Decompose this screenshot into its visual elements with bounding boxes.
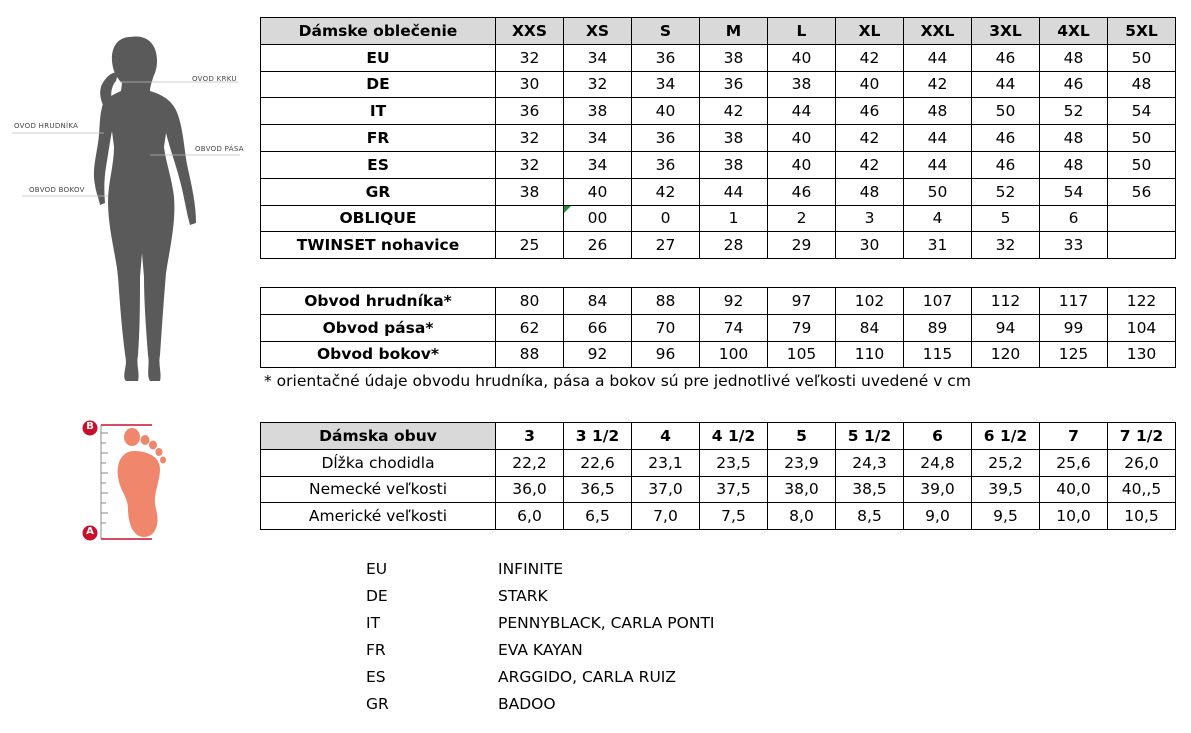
foot-marker-b-label: B <box>86 421 94 432</box>
table-cell: 30 <box>836 232 904 259</box>
table-cell: 46 <box>836 98 904 125</box>
table-row <box>261 503 1176 530</box>
legend-code: FR <box>366 641 386 659</box>
table-cell: 36 <box>632 125 700 152</box>
table-cell: 44 <box>904 151 972 178</box>
table-cell: 32 <box>496 125 564 152</box>
table-cell: 2 <box>768 205 836 232</box>
table-cell: 48 <box>1040 151 1108 178</box>
table-cell: 29 <box>768 232 836 259</box>
table-cell: 46 <box>972 44 1040 71</box>
foot-marker-a-label: A <box>86 526 94 537</box>
table-cell: 10,0 <box>1040 503 1108 530</box>
table-cell <box>1108 205 1176 232</box>
table-cell: 40 <box>768 44 836 71</box>
table-cell: 38 <box>700 44 768 71</box>
row-label: Americké veľkosti <box>261 503 496 530</box>
table-cell <box>1108 232 1176 259</box>
table-cell: 40,,5 <box>1108 476 1176 503</box>
foot-measurement-figure <box>78 417 178 542</box>
row-label: ES <box>261 151 496 178</box>
table-cell: 24,8 <box>904 449 972 476</box>
table-cell: 40 <box>632 98 700 125</box>
table-cell: 23,1 <box>632 449 700 476</box>
table-cell: 50 <box>1108 125 1176 152</box>
table-cell: 125 <box>1040 341 1108 368</box>
table-row <box>261 178 1176 205</box>
legend-code: ES <box>366 668 386 686</box>
table-cell: 79 <box>768 314 836 341</box>
table-cell: 107 <box>904 288 972 315</box>
table-cell: 44 <box>972 71 1040 98</box>
table-cell: 32 <box>496 44 564 71</box>
row-label: GR <box>261 178 496 205</box>
row-label: Nemecké veľkosti <box>261 476 496 503</box>
table-cell: 117 <box>1040 288 1108 315</box>
table-cell: 38,5 <box>836 476 904 503</box>
table-cell: 115 <box>904 341 972 368</box>
table-row <box>261 71 1176 98</box>
table-cell: 23,9 <box>768 449 836 476</box>
table-row <box>261 449 1176 476</box>
table-cell: 46 <box>972 151 1040 178</box>
header-cell: 4XL <box>1040 18 1108 45</box>
header-cell: 3XL <box>972 18 1040 45</box>
chest-circumference-label: OVOD HRUDNÍKA <box>14 122 79 130</box>
table-cell: 97 <box>768 288 836 315</box>
table-cell: 22,2 <box>496 449 564 476</box>
body-measurement-table <box>260 287 1176 368</box>
table-row <box>261 341 1176 368</box>
table-cell: 84 <box>564 288 632 315</box>
brand-legend <box>366 560 866 722</box>
table-cell: 56 <box>1108 178 1176 205</box>
row-label: DE <box>261 71 496 98</box>
row-label: Obvod hrudníka* <box>261 288 496 315</box>
table-cell: 36 <box>632 151 700 178</box>
legend-brand: INFINITE <box>498 560 564 578</box>
header-cell: Dámska obuv <box>261 423 496 450</box>
waist-circumference-label: OBVOD PÁSA <box>195 145 244 153</box>
table-row <box>261 232 1176 259</box>
table-cell: 44 <box>768 98 836 125</box>
table-cell: 44 <box>904 44 972 71</box>
header-cell: 6 1/2 <box>972 423 1040 450</box>
header-cell: XS <box>564 18 632 45</box>
legend-row <box>366 614 866 641</box>
table-cell <box>564 205 632 232</box>
table-row <box>261 314 1176 341</box>
table-cell: 25,2 <box>972 449 1040 476</box>
table-cell <box>496 205 564 232</box>
table-cell: 22,6 <box>564 449 632 476</box>
table-cell: 66 <box>564 314 632 341</box>
table-cell: 36 <box>496 98 564 125</box>
measurement-footnote: * orientačné údaje obvodu hrudníka, pása a bokov sú pre jednotlivé veľkosti uvedené v cm <box>264 372 971 390</box>
table-cell: 36 <box>700 71 768 98</box>
table-cell: 10,5 <box>1108 503 1176 530</box>
table-cell: 34 <box>564 44 632 71</box>
table-row <box>261 125 1176 152</box>
table-cell: 38 <box>768 71 836 98</box>
table-cell: 120 <box>972 341 1040 368</box>
table-cell: 36 <box>632 44 700 71</box>
table-cell: 92 <box>700 288 768 315</box>
table-cell: 25 <box>496 232 564 259</box>
foot-icon <box>78 417 178 542</box>
table-cell: 48 <box>1040 44 1108 71</box>
table-cell: 31 <box>904 232 972 259</box>
table-cell: 48 <box>836 178 904 205</box>
legend-code: IT <box>366 614 381 632</box>
table-cell: 42 <box>632 178 700 205</box>
legend-brand: BADOO <box>498 695 556 713</box>
table-cell: 50 <box>904 178 972 205</box>
table-cell: 38 <box>700 151 768 178</box>
table-cell: 40 <box>836 71 904 98</box>
legend-row <box>366 560 866 587</box>
row-label: TWINSET nohavice <box>261 232 496 259</box>
table-cell: 54 <box>1108 98 1176 125</box>
table-cell: 39,0 <box>904 476 972 503</box>
table-cell: 28 <box>700 232 768 259</box>
hips-circumference-label: OBVOD BOKOV <box>29 186 85 194</box>
header-cell: 4 1/2 <box>700 423 768 450</box>
table-cell: 42 <box>904 71 972 98</box>
table-cell: 44 <box>904 125 972 152</box>
row-label: Obvod bokov* <box>261 341 496 368</box>
table-row <box>261 151 1176 178</box>
table-cell: 8,5 <box>836 503 904 530</box>
table-row <box>261 98 1176 125</box>
table-cell: 38 <box>496 178 564 205</box>
table-cell: 40 <box>564 178 632 205</box>
table-cell: 122 <box>1108 288 1176 315</box>
table-cell: 34 <box>564 125 632 152</box>
header-cell: XXL <box>904 18 972 45</box>
table-cell: 48 <box>1108 71 1176 98</box>
table-cell: 6,5 <box>564 503 632 530</box>
legend-code: EU <box>366 560 388 578</box>
table-cell: 46 <box>972 125 1040 152</box>
table-cell: 34 <box>632 71 700 98</box>
table-cell: 110 <box>836 341 904 368</box>
table-cell: 40 <box>768 125 836 152</box>
table-cell: 52 <box>972 178 1040 205</box>
header-cell: 4 <box>632 423 700 450</box>
table-cell: 92 <box>564 341 632 368</box>
table-cell: 38 <box>564 98 632 125</box>
legend-brand: STARK <box>498 587 548 605</box>
table-cell: 37,0 <box>632 476 700 503</box>
table-header-row <box>261 18 1176 45</box>
table-cell: 42 <box>700 98 768 125</box>
table-cell: 36,5 <box>564 476 632 503</box>
table-cell: 32 <box>564 71 632 98</box>
table-cell: 104 <box>1108 314 1176 341</box>
table-cell: 48 <box>904 98 972 125</box>
table-row <box>261 44 1176 71</box>
row-label: Dĺžka chodidla <box>261 449 496 476</box>
table-header-row <box>261 423 1176 450</box>
header-cell: M <box>700 18 768 45</box>
table-cell: 33 <box>1040 232 1108 259</box>
legend-row <box>366 641 866 668</box>
table-cell-text: 00 <box>587 209 608 228</box>
table-cell: 9,5 <box>972 503 1040 530</box>
row-label: OBLIQUE <box>261 205 496 232</box>
table-cell: 26,0 <box>1108 449 1176 476</box>
legend-row <box>366 587 866 614</box>
table-cell: 102 <box>836 288 904 315</box>
table-cell: 24,3 <box>836 449 904 476</box>
table-cell: 25,6 <box>1040 449 1108 476</box>
table-cell: 40 <box>768 151 836 178</box>
table-cell: 34 <box>564 151 632 178</box>
legend-row <box>366 668 866 695</box>
table-cell: 37,5 <box>700 476 768 503</box>
header-cell: 7 <box>1040 423 1108 450</box>
header-cell: 5XL <box>1108 18 1176 45</box>
row-label: Obvod pása* <box>261 314 496 341</box>
table-cell: 52 <box>1040 98 1108 125</box>
table-cell: 36,0 <box>496 476 564 503</box>
neck-circumference-label: OVOD KRKU <box>192 75 237 83</box>
table-cell: 112 <box>972 288 1040 315</box>
table-row <box>261 205 1176 232</box>
row-label: FR <box>261 125 496 152</box>
header-cell: Dámske oblečenie <box>261 18 496 45</box>
table-cell: 89 <box>904 314 972 341</box>
table-cell: 7,5 <box>700 503 768 530</box>
legend-code: DE <box>366 587 388 605</box>
table-row <box>261 288 1176 315</box>
table-row <box>261 476 1176 503</box>
header-cell: 3 1/2 <box>564 423 632 450</box>
table-cell: 42 <box>836 151 904 178</box>
table-cell: 48 <box>1040 125 1108 152</box>
table-cell: 8,0 <box>768 503 836 530</box>
header-cell: 5 1/2 <box>836 423 904 450</box>
header-cell: 5 <box>768 423 836 450</box>
table-cell: 96 <box>632 341 700 368</box>
legend-code: GR <box>366 695 389 713</box>
table-cell: 38 <box>700 125 768 152</box>
table-cell: 30 <box>496 71 564 98</box>
legend-brand: PENNYBLACK, CARLA PONTI <box>498 614 715 632</box>
comment-marker-icon <box>564 206 571 213</box>
shoe-size-table <box>260 422 1176 530</box>
table-cell: 5 <box>972 205 1040 232</box>
table-cell: 23,5 <box>700 449 768 476</box>
table-cell: 74 <box>700 314 768 341</box>
table-cell: 0 <box>632 205 700 232</box>
table-cell: 44 <box>700 178 768 205</box>
table-cell: 130 <box>1108 341 1176 368</box>
table-cell: 80 <box>496 288 564 315</box>
table-cell: 99 <box>1040 314 1108 341</box>
table-cell: 4 <box>904 205 972 232</box>
table-cell: 32 <box>972 232 1040 259</box>
table-cell: 46 <box>1040 71 1108 98</box>
table-cell: 42 <box>836 125 904 152</box>
table-cell: 100 <box>700 341 768 368</box>
table-cell: 50 <box>972 98 1040 125</box>
table-cell: 88 <box>632 288 700 315</box>
header-cell: 3 <box>496 423 564 450</box>
table-cell: 9,0 <box>904 503 972 530</box>
table-cell: 1 <box>700 205 768 232</box>
header-cell: XXS <box>496 18 564 45</box>
table-cell: 50 <box>1108 151 1176 178</box>
table-cell: 27 <box>632 232 700 259</box>
header-cell: S <box>632 18 700 45</box>
table-cell: 88 <box>496 341 564 368</box>
legend-brand: EVA KAYAN <box>498 641 583 659</box>
table-cell: 84 <box>836 314 904 341</box>
header-cell: 7 1/2 <box>1108 423 1176 450</box>
header-cell: XL <box>836 18 904 45</box>
row-label: IT <box>261 98 496 125</box>
table-cell: 42 <box>836 44 904 71</box>
header-cell: L <box>768 18 836 45</box>
table-cell: 50 <box>1108 44 1176 71</box>
legend-row <box>366 695 866 722</box>
table-cell: 32 <box>496 151 564 178</box>
table-cell: 26 <box>564 232 632 259</box>
table-cell: 105 <box>768 341 836 368</box>
table-cell: 6,0 <box>496 503 564 530</box>
table-cell: 94 <box>972 314 1040 341</box>
clothing-size-table <box>260 17 1176 259</box>
table-cell: 40,0 <box>1040 476 1108 503</box>
table-cell: 38,0 <box>768 476 836 503</box>
table-cell: 62 <box>496 314 564 341</box>
table-cell: 70 <box>632 314 700 341</box>
legend-brand: ARGGIDO, CARLA RUIZ <box>498 668 676 686</box>
woman-silhouette-icon <box>0 15 250 385</box>
table-cell: 7,0 <box>632 503 700 530</box>
table-cell: 6 <box>1040 205 1108 232</box>
header-cell: 6 <box>904 423 972 450</box>
table-cell: 46 <box>768 178 836 205</box>
table-cell: 39,5 <box>972 476 1040 503</box>
table-cell: 3 <box>836 205 904 232</box>
row-label: EU <box>261 44 496 71</box>
body-measurement-figure <box>0 15 250 385</box>
table-cell: 54 <box>1040 178 1108 205</box>
